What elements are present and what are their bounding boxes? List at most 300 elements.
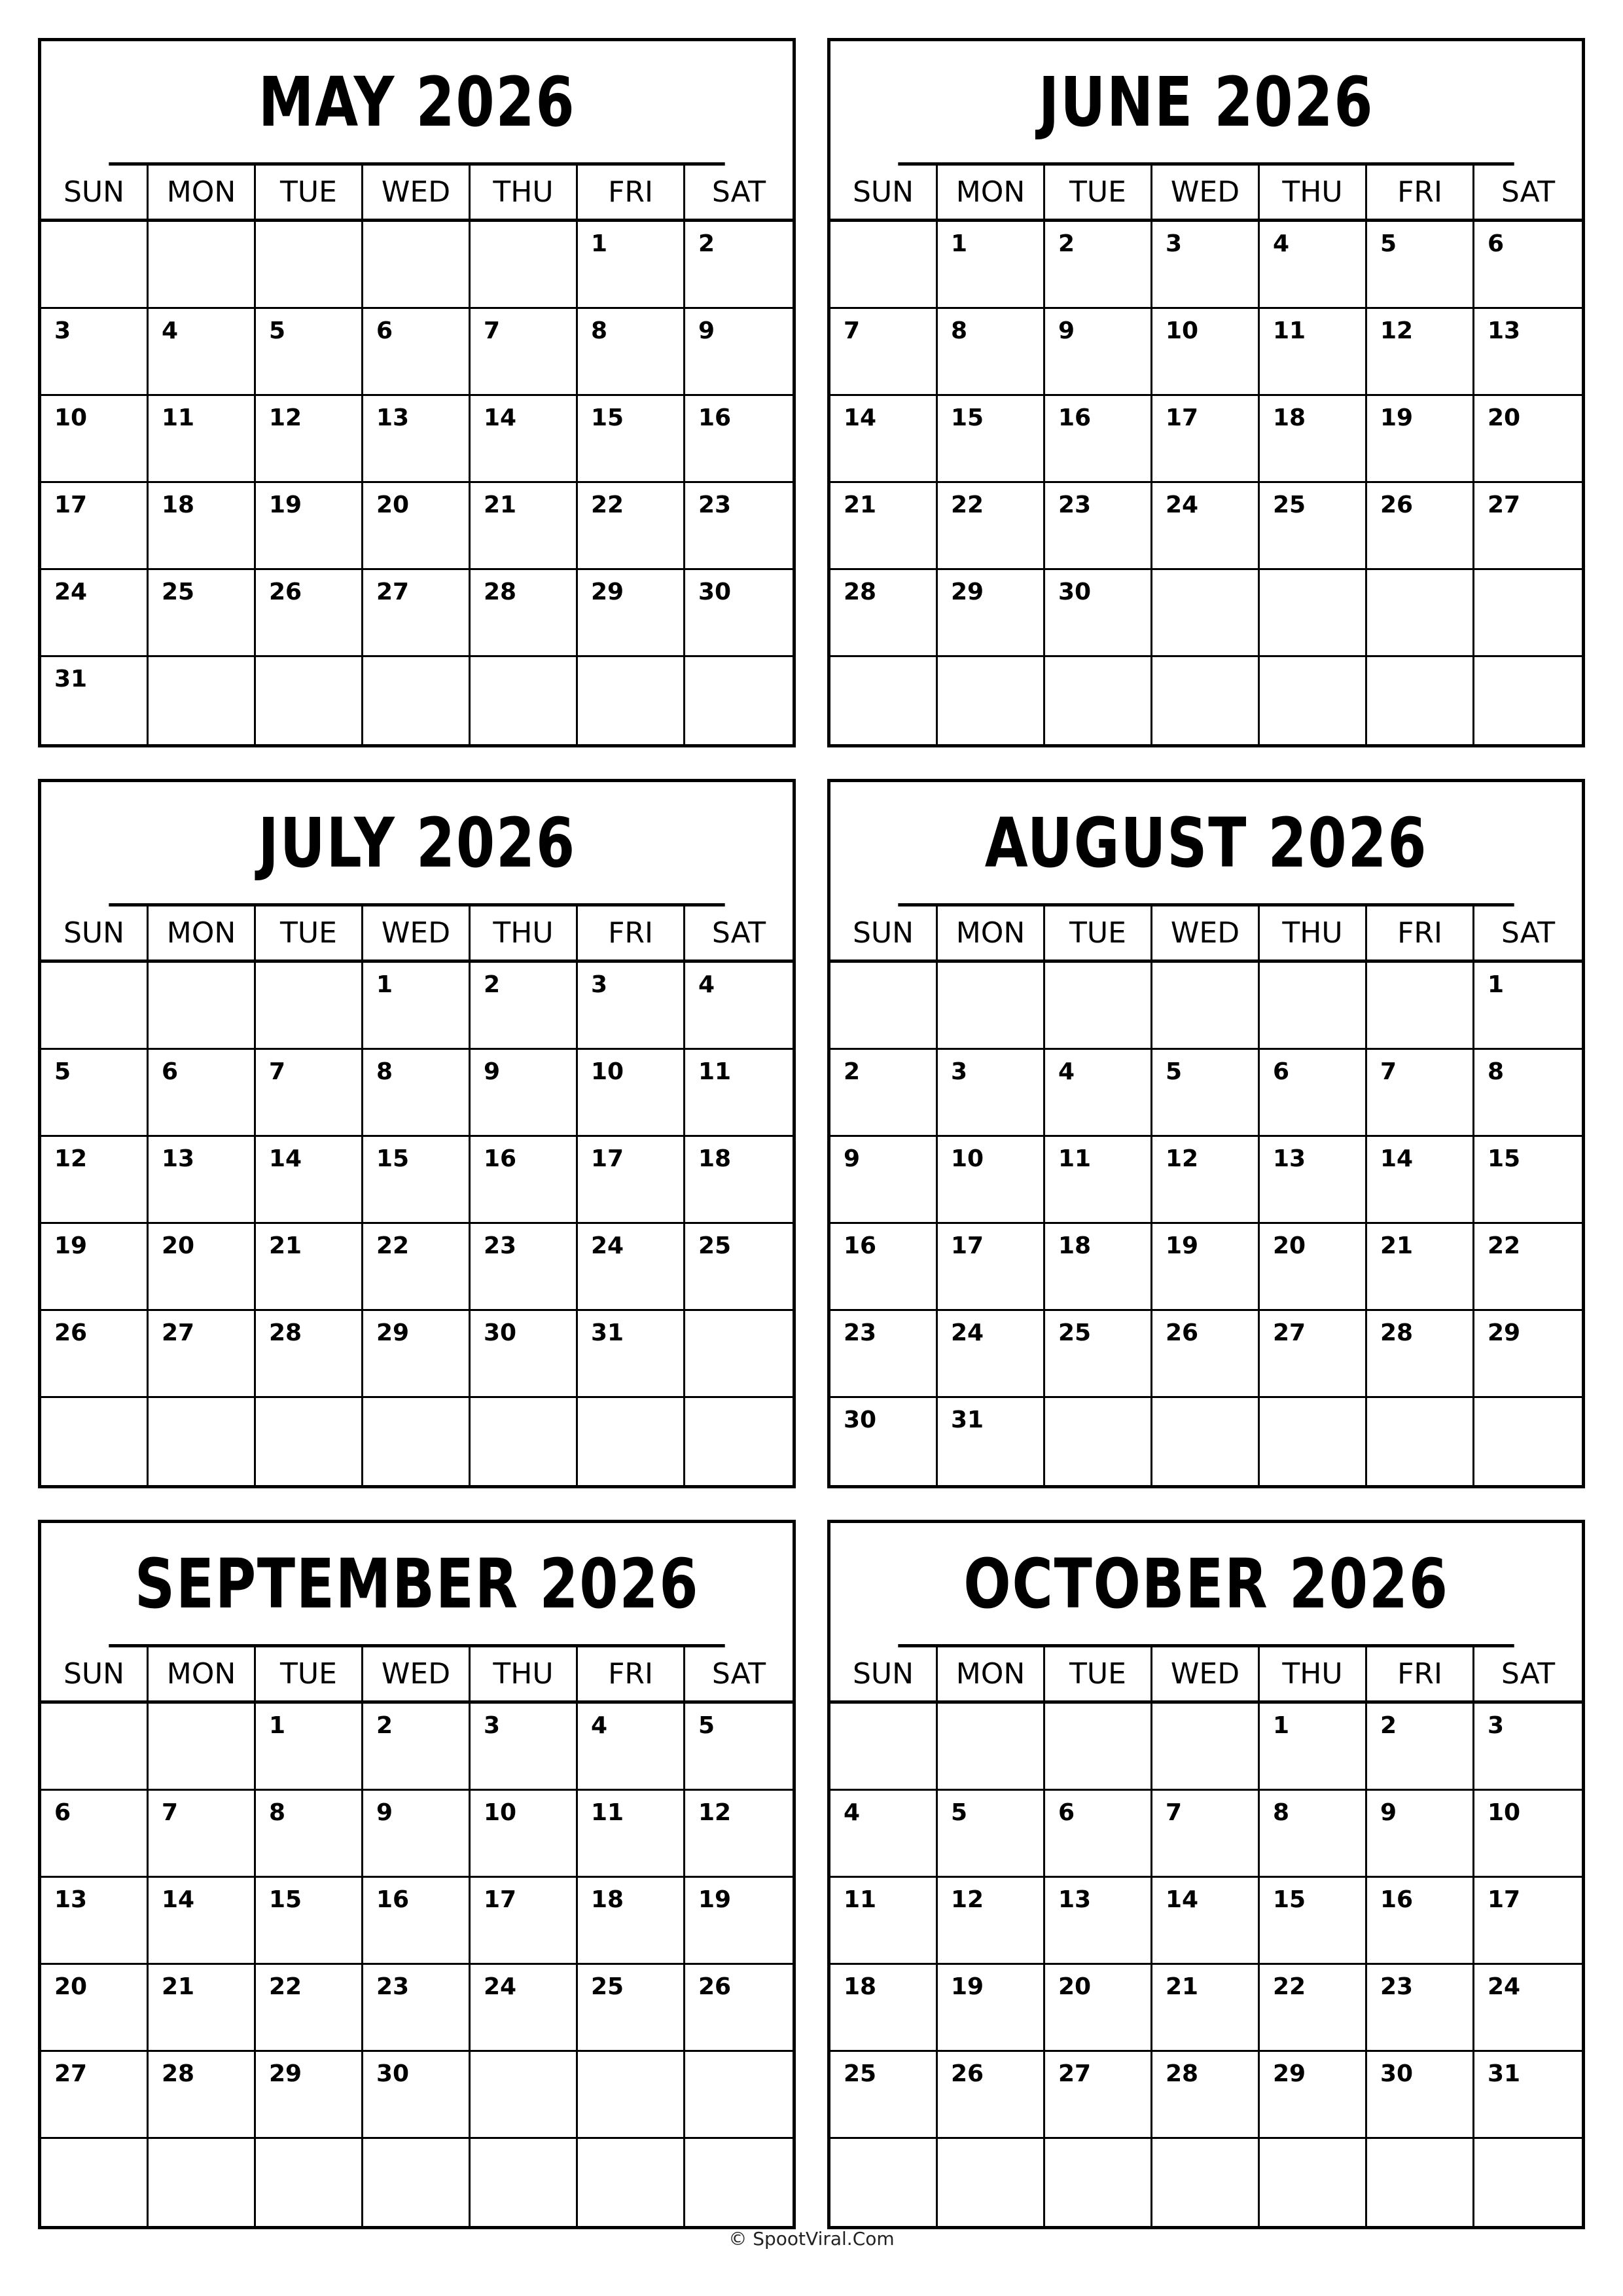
day-cell xyxy=(471,2052,578,2139)
weekday-header-row xyxy=(830,166,1582,222)
weekday-label: MON xyxy=(149,166,256,219)
day-cell: 29 xyxy=(256,2052,363,2139)
day-cell: 2 xyxy=(363,1704,471,1791)
day-cell: 14 xyxy=(1152,1878,1260,1965)
day-cell: 21 xyxy=(471,483,578,570)
day-cell: 8 xyxy=(1474,1050,1582,1137)
weekday-label: THU xyxy=(471,166,578,219)
day-cell: 6 xyxy=(363,309,471,396)
day-cell xyxy=(830,2139,938,2226)
day-cell: 2 xyxy=(1367,1704,1474,1791)
day-cell: 28 xyxy=(256,1311,363,1398)
day-cell xyxy=(471,1398,578,1485)
day-cell xyxy=(256,1398,363,1485)
day-cell xyxy=(471,222,578,309)
day-cell: 18 xyxy=(1260,396,1367,483)
day-cell: 11 xyxy=(149,396,256,483)
day-cell: 14 xyxy=(256,1137,363,1224)
weekday-header-row xyxy=(830,906,1582,963)
day-cell xyxy=(830,222,938,309)
day-cell: 9 xyxy=(1367,1791,1474,1878)
weekday-label: MON xyxy=(938,1647,1045,1700)
day-cell: 25 xyxy=(830,2052,938,2139)
weekday-label: SUN xyxy=(830,906,938,960)
day-cell: 19 xyxy=(685,1878,793,1965)
day-cell: 1 xyxy=(256,1704,363,1791)
weekday-label: WED xyxy=(1152,1647,1260,1700)
day-cell xyxy=(471,657,578,744)
day-cell: 2 xyxy=(471,963,578,1050)
day-cell xyxy=(1367,657,1474,744)
day-cell: 15 xyxy=(578,396,685,483)
day-cell: 16 xyxy=(685,396,793,483)
day-cell: 3 xyxy=(578,963,685,1050)
day-cell: 29 xyxy=(1474,1311,1582,1398)
day-cell: 19 xyxy=(256,483,363,570)
weekday-label: FRI xyxy=(1367,1647,1474,1700)
day-cell: 3 xyxy=(1474,1704,1582,1791)
day-cell: 14 xyxy=(471,396,578,483)
day-cell: 7 xyxy=(256,1050,363,1137)
day-cell: 4 xyxy=(1260,222,1367,309)
day-cell: 15 xyxy=(1260,1878,1367,1965)
day-cell: 30 xyxy=(685,570,793,657)
day-cell: 18 xyxy=(149,483,256,570)
day-cell: 31 xyxy=(578,1311,685,1398)
weekday-label: WED xyxy=(363,1647,471,1700)
day-cell: 17 xyxy=(471,1878,578,1965)
day-cell xyxy=(1152,2139,1260,2226)
day-cell: 19 xyxy=(1152,1224,1260,1311)
weekday-label: THU xyxy=(471,1647,578,1700)
day-cell: 11 xyxy=(578,1791,685,1878)
weekday-header-row xyxy=(41,166,793,222)
month-calendar xyxy=(827,779,1585,1488)
day-cell: 31 xyxy=(938,1398,1045,1485)
month-calendar xyxy=(827,1520,1585,2229)
day-cell xyxy=(685,2139,793,2226)
day-cell xyxy=(1474,570,1582,657)
day-cell: 23 xyxy=(1045,483,1152,570)
day-cell: 4 xyxy=(578,1704,685,1791)
day-cell xyxy=(256,2139,363,2226)
day-cell: 20 xyxy=(149,1224,256,1311)
day-cell xyxy=(938,2139,1045,2226)
day-cell: 25 xyxy=(1045,1311,1152,1398)
weekday-label: SUN xyxy=(41,906,149,960)
day-cell: 29 xyxy=(1260,2052,1367,2139)
day-cell: 7 xyxy=(1152,1791,1260,1878)
weekday-label: SAT xyxy=(711,916,766,950)
day-cell: 18 xyxy=(830,1965,938,2052)
day-cell: 7 xyxy=(471,309,578,396)
weekday-label: WED xyxy=(363,166,471,219)
day-cell: 10 xyxy=(471,1791,578,1878)
day-cell: 17 xyxy=(1152,396,1260,483)
weekday-label: THU xyxy=(1260,166,1367,219)
day-cell: 9 xyxy=(363,1791,471,1878)
weekday-label: SUN xyxy=(41,166,149,219)
day-cell: 23 xyxy=(471,1224,578,1311)
month-calendar xyxy=(38,38,796,747)
day-cell: 12 xyxy=(256,396,363,483)
day-cell: 11 xyxy=(1260,309,1367,396)
day-cell xyxy=(1260,570,1367,657)
day-cell xyxy=(1367,1398,1474,1485)
day-cell: 15 xyxy=(938,396,1045,483)
weekday-label: TUE xyxy=(256,906,363,960)
day-cell xyxy=(256,222,363,309)
day-cell: 2 xyxy=(1045,222,1152,309)
day-cell xyxy=(149,222,256,309)
day-cell: 4 xyxy=(149,309,256,396)
day-cell: 15 xyxy=(256,1878,363,1965)
day-cell: 22 xyxy=(1474,1224,1582,1311)
day-cell: 13 xyxy=(1474,309,1582,396)
day-cell: 25 xyxy=(685,1224,793,1311)
day-cell xyxy=(1367,2139,1474,2226)
day-cell: 3 xyxy=(1152,222,1260,309)
day-cell xyxy=(1152,963,1260,1050)
day-cell: 28 xyxy=(149,2052,256,2139)
day-cell: 1 xyxy=(938,222,1045,309)
day-cell: 27 xyxy=(1474,483,1582,570)
day-cell: 8 xyxy=(363,1050,471,1137)
weekday-label: TUE xyxy=(1045,906,1152,960)
day-cell: 5 xyxy=(1152,1050,1260,1137)
weekday-label: TUE xyxy=(256,1647,363,1700)
day-cell: 28 xyxy=(1152,2052,1260,2139)
day-cell: 22 xyxy=(363,1224,471,1311)
day-cell: 26 xyxy=(256,570,363,657)
month-title: JULY 2026 xyxy=(109,782,724,906)
day-cell: 24 xyxy=(578,1224,685,1311)
weekday-label: TUE xyxy=(1045,1647,1152,1700)
weekday-label: FRI xyxy=(578,1647,685,1700)
footer-credit: © SpootViral.Com xyxy=(728,2228,895,2250)
day-cell: 2 xyxy=(830,1050,938,1137)
day-cell: 21 xyxy=(256,1224,363,1311)
day-cell: 20 xyxy=(1474,396,1582,483)
day-cell xyxy=(149,657,256,744)
weekday-label: SUN xyxy=(830,1647,938,1700)
day-cell: 4 xyxy=(685,963,793,1050)
day-cell xyxy=(578,2052,685,2139)
day-grid xyxy=(41,963,793,1485)
weekday-label: WED xyxy=(1152,906,1260,960)
day-cell xyxy=(1474,2139,1582,2226)
weekday-label: SAT xyxy=(711,175,766,209)
day-cell: 30 xyxy=(471,1311,578,1398)
day-cell: 26 xyxy=(938,2052,1045,2139)
day-cell: 24 xyxy=(41,570,149,657)
weekday-label: FRI xyxy=(1367,906,1474,960)
day-cell: 9 xyxy=(471,1050,578,1137)
day-cell xyxy=(256,963,363,1050)
day-cell xyxy=(149,1704,256,1791)
day-cell xyxy=(41,963,149,1050)
day-cell: 6 xyxy=(1045,1791,1152,1878)
day-cell xyxy=(578,657,685,744)
day-cell: 27 xyxy=(363,570,471,657)
month-calendar xyxy=(38,1520,796,2229)
day-cell: 25 xyxy=(1260,483,1367,570)
weekday-label: FRI xyxy=(578,166,685,219)
weekday-label: SUN xyxy=(830,166,938,219)
day-cell: 17 xyxy=(41,483,149,570)
day-cell: 15 xyxy=(363,1137,471,1224)
day-cell xyxy=(363,2139,471,2226)
day-cell xyxy=(41,222,149,309)
day-cell xyxy=(41,2139,149,2226)
day-cell: 19 xyxy=(41,1224,149,1311)
day-cell: 6 xyxy=(1474,222,1582,309)
day-cell: 2 xyxy=(685,222,793,309)
day-cell: 9 xyxy=(1045,309,1152,396)
day-cell: 5 xyxy=(41,1050,149,1137)
day-cell: 24 xyxy=(938,1311,1045,1398)
day-cell: 21 xyxy=(830,483,938,570)
day-cell: 28 xyxy=(1367,1311,1474,1398)
weekday-label: MON xyxy=(149,1647,256,1700)
month-title: AUGUST 2026 xyxy=(898,782,1514,906)
day-cell: 13 xyxy=(1260,1137,1367,1224)
day-cell xyxy=(830,1704,938,1791)
day-cell: 19 xyxy=(938,1965,1045,2052)
day-cell xyxy=(685,1398,793,1485)
day-cell xyxy=(1045,1398,1152,1485)
day-cell: 20 xyxy=(1045,1965,1152,2052)
day-cell: 12 xyxy=(685,1791,793,1878)
day-cell: 26 xyxy=(1152,1311,1260,1398)
day-cell: 24 xyxy=(1152,483,1260,570)
day-cell xyxy=(41,1398,149,1485)
day-cell: 5 xyxy=(685,1704,793,1791)
day-cell: 22 xyxy=(1260,1965,1367,2052)
day-cell: 16 xyxy=(1367,1878,1474,1965)
day-cell: 14 xyxy=(1367,1137,1474,1224)
day-grid xyxy=(830,963,1582,1485)
day-cell: 1 xyxy=(363,963,471,1050)
day-cell: 11 xyxy=(685,1050,793,1137)
day-cell: 1 xyxy=(1260,1704,1367,1791)
day-cell xyxy=(685,657,793,744)
day-cell xyxy=(685,2052,793,2139)
day-cell: 11 xyxy=(830,1878,938,1965)
day-cell: 10 xyxy=(578,1050,685,1137)
day-cell xyxy=(685,1311,793,1398)
day-cell: 28 xyxy=(471,570,578,657)
day-cell: 28 xyxy=(830,570,938,657)
day-cell: 30 xyxy=(363,2052,471,2139)
day-cell: 5 xyxy=(256,309,363,396)
day-cell: 5 xyxy=(938,1791,1045,1878)
month-calendar xyxy=(38,779,796,1488)
day-cell: 22 xyxy=(256,1965,363,2052)
weekday-label: MON xyxy=(149,906,256,960)
day-cell xyxy=(363,222,471,309)
day-cell: 27 xyxy=(1260,1311,1367,1398)
day-cell: 13 xyxy=(1045,1878,1152,1965)
day-cell: 12 xyxy=(41,1137,149,1224)
day-cell xyxy=(149,1398,256,1485)
day-cell: 27 xyxy=(149,1311,256,1398)
day-cell: 26 xyxy=(685,1965,793,2052)
day-cell: 3 xyxy=(938,1050,1045,1137)
day-cell: 1 xyxy=(1474,963,1582,1050)
day-cell: 6 xyxy=(41,1791,149,1878)
weekday-label: THU xyxy=(471,906,578,960)
day-cell xyxy=(363,1398,471,1485)
day-cell: 16 xyxy=(830,1224,938,1311)
day-cell: 3 xyxy=(471,1704,578,1791)
day-cell: 17 xyxy=(578,1137,685,1224)
day-cell xyxy=(578,1398,685,1485)
day-cell: 11 xyxy=(1045,1137,1152,1224)
day-cell xyxy=(1045,1704,1152,1791)
day-cell xyxy=(1152,1398,1260,1485)
day-cell xyxy=(149,963,256,1050)
day-cell: 1 xyxy=(578,222,685,309)
weekday-label: THU xyxy=(1260,1647,1367,1700)
day-cell: 4 xyxy=(830,1791,938,1878)
day-cell: 24 xyxy=(1474,1965,1582,2052)
day-cell xyxy=(830,963,938,1050)
month-title: JUNE 2026 xyxy=(898,41,1514,166)
weekday-label: FRI xyxy=(578,906,685,960)
day-cell: 10 xyxy=(938,1137,1045,1224)
day-cell: 20 xyxy=(363,483,471,570)
weekday-label: TUE xyxy=(1045,166,1152,219)
weekday-label: WED xyxy=(1152,166,1260,219)
weekday-label: MON xyxy=(938,166,1045,219)
day-cell: 22 xyxy=(938,483,1045,570)
day-cell xyxy=(1045,963,1152,1050)
day-cell: 23 xyxy=(1367,1965,1474,2052)
weekday-label: FRI xyxy=(1367,166,1474,219)
day-cell: 4 xyxy=(1045,1050,1152,1137)
weekday-label: SAT xyxy=(1501,1657,1556,1691)
day-cell: 29 xyxy=(938,570,1045,657)
day-cell: 16 xyxy=(1045,396,1152,483)
day-cell xyxy=(41,1704,149,1791)
day-cell xyxy=(1045,657,1152,744)
weekday-label: TUE xyxy=(256,166,363,219)
day-cell: 5 xyxy=(1367,222,1474,309)
weekday-label: SAT xyxy=(711,1657,766,1691)
day-cell: 27 xyxy=(41,2052,149,2139)
day-cell: 9 xyxy=(830,1137,938,1224)
day-cell xyxy=(1367,570,1474,657)
weekday-label: THU xyxy=(1260,906,1367,960)
day-cell xyxy=(1474,1398,1582,1485)
day-cell xyxy=(1152,1704,1260,1791)
day-cell xyxy=(1260,963,1367,1050)
day-cell xyxy=(938,657,1045,744)
day-cell: 6 xyxy=(1260,1050,1367,1137)
day-cell: 30 xyxy=(830,1398,938,1485)
day-cell xyxy=(256,657,363,744)
day-cell: 21 xyxy=(1367,1224,1474,1311)
day-cell: 7 xyxy=(1367,1050,1474,1137)
day-cell: 8 xyxy=(938,309,1045,396)
day-cell: 10 xyxy=(41,396,149,483)
day-cell: 31 xyxy=(41,657,149,744)
month-title: OCTOBER 2026 xyxy=(898,1523,1514,1647)
weekday-label: SAT xyxy=(1501,175,1556,209)
day-cell: 31 xyxy=(1474,2052,1582,2139)
day-cell: 17 xyxy=(938,1224,1045,1311)
day-cell: 13 xyxy=(363,396,471,483)
weekday-label: SAT xyxy=(1501,916,1556,950)
day-cell: 29 xyxy=(578,570,685,657)
day-cell: 9 xyxy=(685,309,793,396)
day-cell: 8 xyxy=(578,309,685,396)
day-cell: 18 xyxy=(578,1878,685,1965)
day-cell xyxy=(1152,570,1260,657)
day-cell: 10 xyxy=(1152,309,1260,396)
day-cell xyxy=(149,2139,256,2226)
weekday-label: SUN xyxy=(41,1647,149,1700)
day-grid xyxy=(830,222,1582,744)
day-cell: 14 xyxy=(830,396,938,483)
day-cell: 23 xyxy=(830,1311,938,1398)
day-cell: 24 xyxy=(471,1965,578,2052)
day-cell: 20 xyxy=(41,1965,149,2052)
day-cell: 7 xyxy=(149,1791,256,1878)
day-cell: 29 xyxy=(363,1311,471,1398)
day-cell: 18 xyxy=(685,1137,793,1224)
day-cell xyxy=(363,657,471,744)
day-cell: 12 xyxy=(938,1878,1045,1965)
day-cell xyxy=(471,2139,578,2226)
day-cell: 25 xyxy=(149,570,256,657)
day-cell: 23 xyxy=(363,1965,471,2052)
day-cell: 26 xyxy=(1367,483,1474,570)
month-title: SEPTEMBER 2026 xyxy=(109,1523,724,1647)
day-cell xyxy=(1367,963,1474,1050)
day-cell: 15 xyxy=(1474,1137,1582,1224)
day-cell: 27 xyxy=(1045,2052,1152,2139)
day-cell xyxy=(938,1704,1045,1791)
day-cell xyxy=(1260,1398,1367,1485)
day-cell: 22 xyxy=(578,483,685,570)
day-cell: 6 xyxy=(149,1050,256,1137)
day-grid xyxy=(830,1704,1582,2226)
day-cell: 16 xyxy=(471,1137,578,1224)
weekday-label: WED xyxy=(363,906,471,960)
weekday-label: MON xyxy=(938,906,1045,960)
day-cell: 13 xyxy=(149,1137,256,1224)
day-cell: 12 xyxy=(1367,309,1474,396)
day-cell: 16 xyxy=(363,1878,471,1965)
day-cell: 19 xyxy=(1367,396,1474,483)
day-cell: 30 xyxy=(1045,570,1152,657)
month-calendar xyxy=(827,38,1585,747)
day-cell: 30 xyxy=(1367,2052,1474,2139)
day-cell: 18 xyxy=(1045,1224,1152,1311)
day-cell xyxy=(1260,2139,1367,2226)
day-cell: 3 xyxy=(41,309,149,396)
day-cell xyxy=(938,963,1045,1050)
day-cell: 8 xyxy=(1260,1791,1367,1878)
day-cell: 20 xyxy=(1260,1224,1367,1311)
day-cell: 14 xyxy=(149,1878,256,1965)
day-cell xyxy=(1260,657,1367,744)
day-cell: 7 xyxy=(830,309,938,396)
day-cell: 26 xyxy=(41,1311,149,1398)
weekday-header-row xyxy=(41,1647,793,1704)
